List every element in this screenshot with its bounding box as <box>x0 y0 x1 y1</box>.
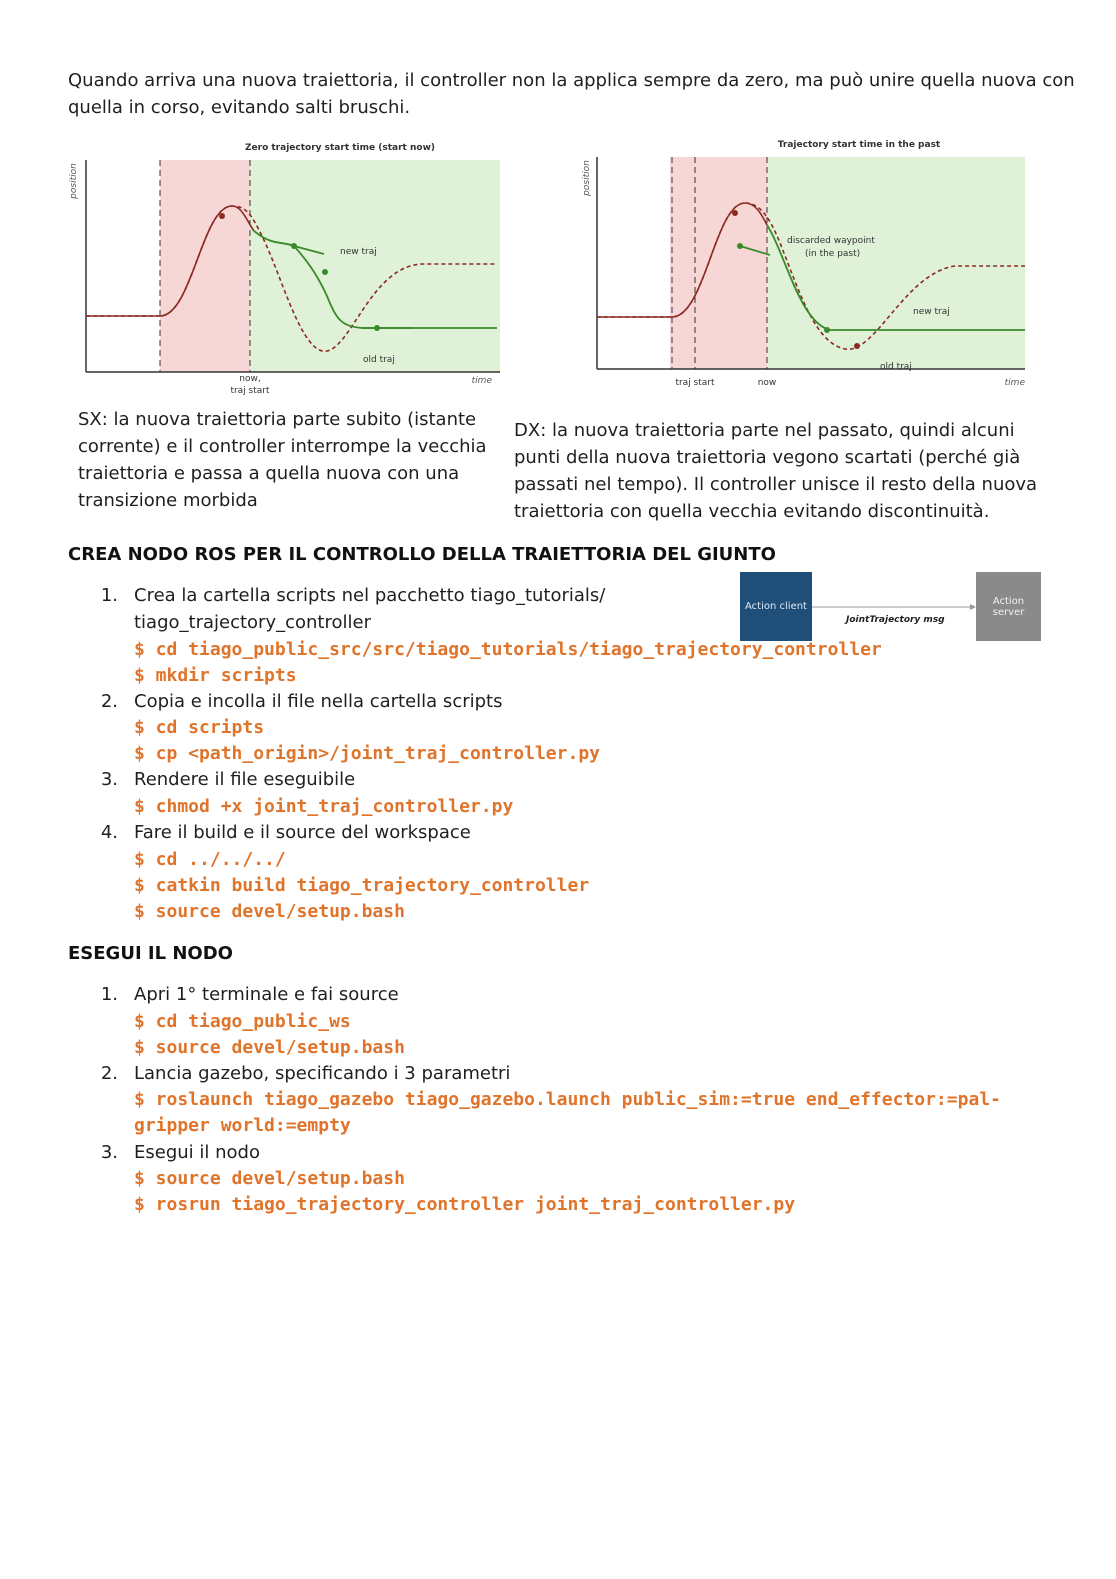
command: $ rosrun tiago_trajectory_controller joint_traj_controller.py <box>134 1194 796 1215</box>
command: $ chmod +x joint_traj_controller.py <box>134 796 514 817</box>
step-text: Crea la cartella scripts nel pacchetto tiago_tutorials/ <box>134 585 606 606</box>
step-number: 2. <box>100 1063 118 1084</box>
command: $ cd tiago_public_ws <box>134 1011 351 1032</box>
command: $ roslaunch tiago_gazebo tiago_gazebo.launch public_sim:=true end_effector:=pal- <box>134 1089 1001 1110</box>
caption-right-3: passati nel tempo). Il controller unisce il resto della nuova <box>514 474 1038 495</box>
x-axis-label: time <box>471 376 492 386</box>
caption-left-4: transizione morbida <box>78 490 258 511</box>
step-number: 1. <box>100 984 118 1005</box>
caption-right-4: traiettoria con quella vecchia evitando discontinuità. <box>514 501 990 522</box>
traj-start-label: traj start <box>675 378 715 388</box>
step-text: Fare il build e il source del workspace <box>134 822 471 843</box>
command: $ source devel/setup.bash <box>134 901 405 922</box>
discarded-sub-label: (in the past) <box>805 249 861 259</box>
chart-title: Zero trajectory start time (start now) <box>245 143 435 153</box>
diagram-arrow <box>812 600 976 614</box>
caption-left-1: SX: la nuova traiettoria parte subito (istante <box>78 409 477 430</box>
step-text: Rendere il file eseguibile <box>134 769 356 790</box>
command: $ cp <path_origin>/joint_traj_controller.py <box>134 743 600 764</box>
step-text: Lancia gazebo, specificando i 3 parametri <box>134 1063 511 1084</box>
section-title-run-node: ESEGUI IL NODO <box>68 943 233 964</box>
waypoint <box>732 210 738 216</box>
step-number: 4. <box>100 822 118 843</box>
now-label: now <box>757 378 777 388</box>
joint-trajectory-msg-label: JointTrajectory msg <box>846 615 945 625</box>
step-number: 3. <box>100 769 118 790</box>
command-cont: gripper world:=empty <box>134 1115 351 1136</box>
command: $ cd scripts <box>134 717 265 738</box>
traj-start-label: traj start <box>230 386 270 396</box>
old-traj-label: old traj <box>363 355 395 365</box>
y-axis-label: position <box>582 160 592 196</box>
command: $ source devel/setup.bash <box>134 1037 405 1058</box>
waypoint <box>322 269 328 275</box>
discarded-waypoint <box>737 243 743 249</box>
chart-past-start-time <box>575 133 1035 395</box>
discarded-label: discarded waypoint <box>787 236 875 246</box>
command: $ mkdir scripts <box>134 665 297 686</box>
waypoint <box>219 213 225 219</box>
action-server-box: Action server <box>976 572 1041 641</box>
command: $ cd tiago_public_src/src/tiago_tutorials/tiago_trajectory_controller <box>134 639 882 660</box>
step-number: 2. <box>100 691 118 712</box>
past-region <box>160 160 250 372</box>
action-client-box: Action client <box>740 572 812 641</box>
intro-line-1: Quando arriva una nuova traiettoria, il controller non la applica sempre da zero, ma può unire quella nuova con <box>68 70 1075 91</box>
caption-left-3: traiettoria e passa a quella nuova con una <box>78 463 460 484</box>
step-text: Copia e incolla il file nella cartella scripts <box>134 691 503 712</box>
old-traj-label: old traj <box>880 362 912 372</box>
waypoint <box>374 325 380 331</box>
future-region <box>767 157 1025 369</box>
section-title-create-node: CREA NODO ROS PER IL CONTROLLO DELLA TRAIETTORIA DEL GIUNTO <box>68 544 776 565</box>
step-number: 1. <box>100 585 118 606</box>
y-axis-label: position <box>69 163 79 199</box>
step-number: 3. <box>100 1142 118 1163</box>
future-region <box>250 160 500 372</box>
x-axis-label: time <box>1004 378 1025 388</box>
caption-left-2: corrente) e il controller interrompe la vecchia <box>78 436 487 457</box>
command: $ source devel/setup.bash <box>134 1168 405 1189</box>
new-traj-label: new traj <box>340 247 377 257</box>
command: $ cd ../../../ <box>134 849 286 870</box>
step-text: Apri 1° terminale e fai source <box>134 984 399 1005</box>
chart-zero-start-time <box>62 136 506 398</box>
intro-line-2: quella in corso, evitando salti bruschi. <box>68 97 411 118</box>
step-text: Esegui il nodo <box>134 1142 260 1163</box>
waypoint <box>824 327 830 333</box>
command: $ catkin build tiago_trajectory_controller <box>134 875 590 896</box>
waypoint <box>291 243 297 249</box>
caption-right-2: punti della nuova traiettoria vegono scartati (perché già <box>514 447 1021 468</box>
waypoint <box>854 343 860 349</box>
past-region <box>670 157 767 369</box>
step-text-cont: tiago_trajectory_controller <box>134 612 371 633</box>
caption-right-1: DX: la nuova traiettoria parte nel passato, quindi alcuni <box>514 420 1015 441</box>
chart-title: Trajectory start time in the past <box>777 140 941 150</box>
new-traj-label: new traj <box>913 307 950 317</box>
now-label: now, <box>239 374 261 384</box>
